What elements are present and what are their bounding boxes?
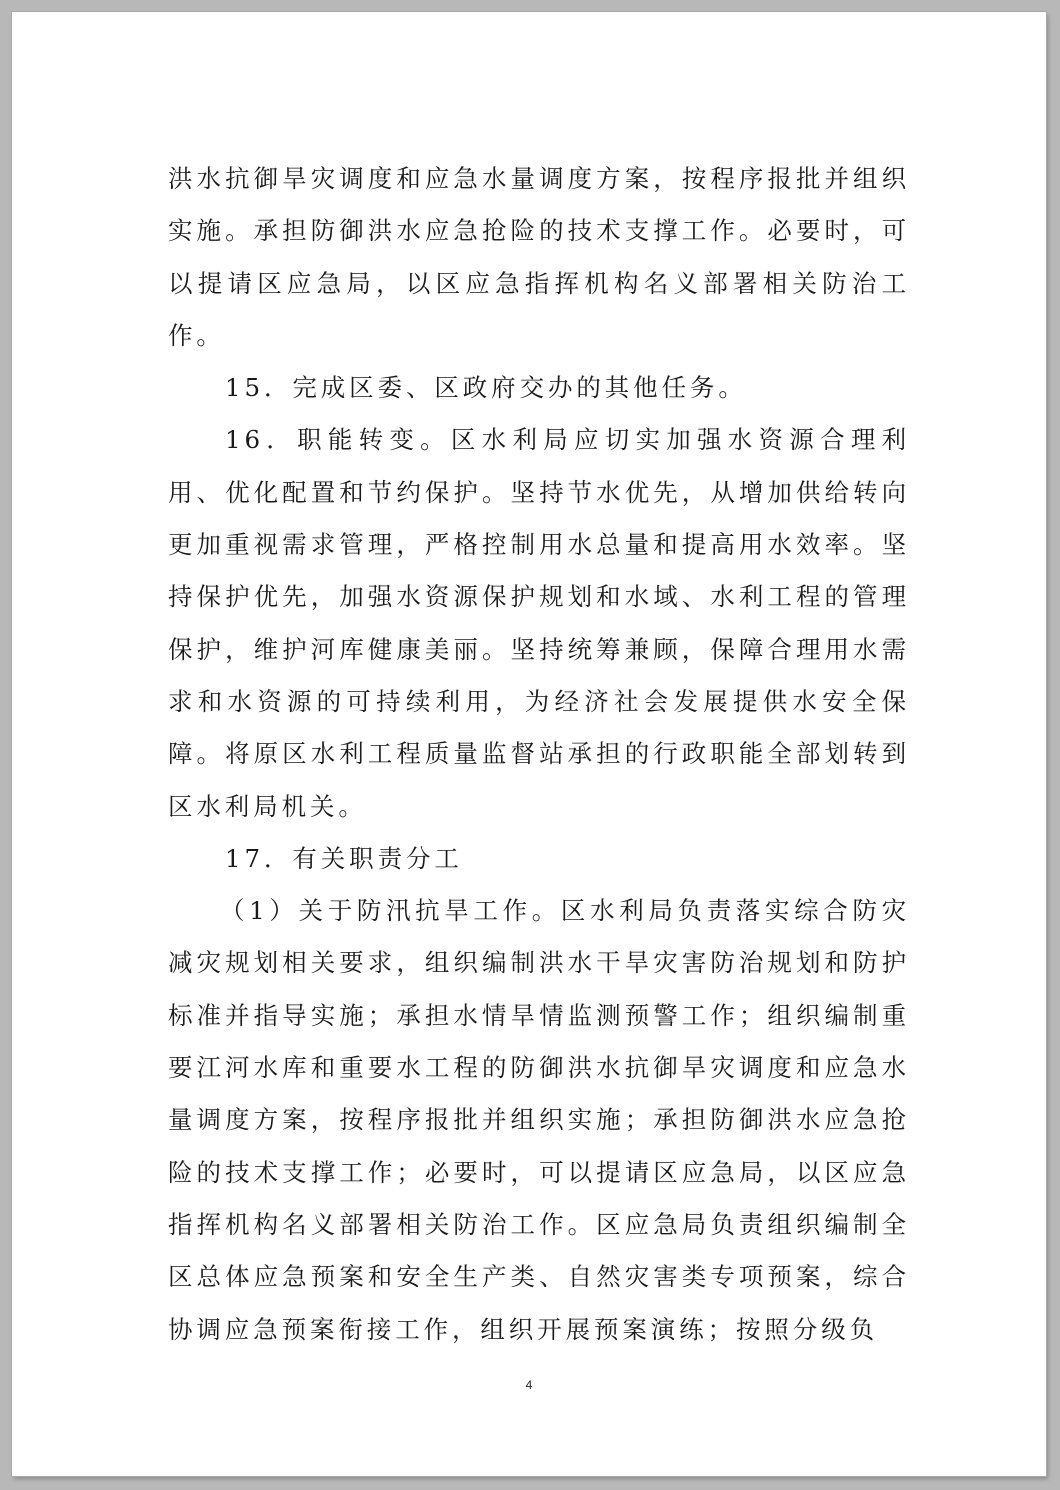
- paragraph-item-17-1: （1）关于防汛抗旱工作。区水利局负责落实综合防灾减灾规划相关要求，组织编制洪水干旱灾害防治规划和防护标准并指导实施；承担水情旱情监测预警工作；组织编制重要江河水库和重要水工程的防御洪水抗御旱灾调度和应急水量调度方案，按程序报批并组织实施；承担防御洪水应急抢险的技术支撑工作；必要时，可以提请区应急局，以区应急指挥机构名义部署相关防治工作。区应急局负责组织编制全区总体应急预案和安全生产类、自然灾害类专项预案，综合协调应急预案衔接工作，组织开展预案演练；按照分级负: [168, 896, 910, 1344]
- document-body: [168, 153, 910, 1356]
- document-page: [12, 12, 1046, 1476]
- paragraph-item-15: 15．完成区委、区政府交办的其他任务。: [225, 373, 747, 403]
- paragraph-item-16: 16．职能转变。区水利局应切实加强水资源合理利用、优化配置和节约保护。坚持节水优先，从增加供给转向更加重视需求管理，严格控制用水总量和提高用水效率。坚持保护优先，加强水资源保护规划和水域、水利工程的管理保护，维护河库健康美丽。坚持统筹兼顾，保障合理用水需求和水资源的可持续利用，为经济社会发展提供水安全保障。将原区水利工程质量监督站承担的行政职能全部划转到区水利局机关。: [168, 425, 910, 821]
- page-number: 4: [525, 1378, 533, 1392]
- paragraph-item-17-heading: 17．有关职责分工: [225, 843, 463, 873]
- paragraph-continuation: 洪水抗御旱灾调度和应急水量调度方案，按程序报批并组织实施。承担防御洪水应急抢险的技术支撑工作。必要时，可以提请区应急局，以区应急指挥机构名义部署相关防治工作。: [168, 164, 910, 350]
